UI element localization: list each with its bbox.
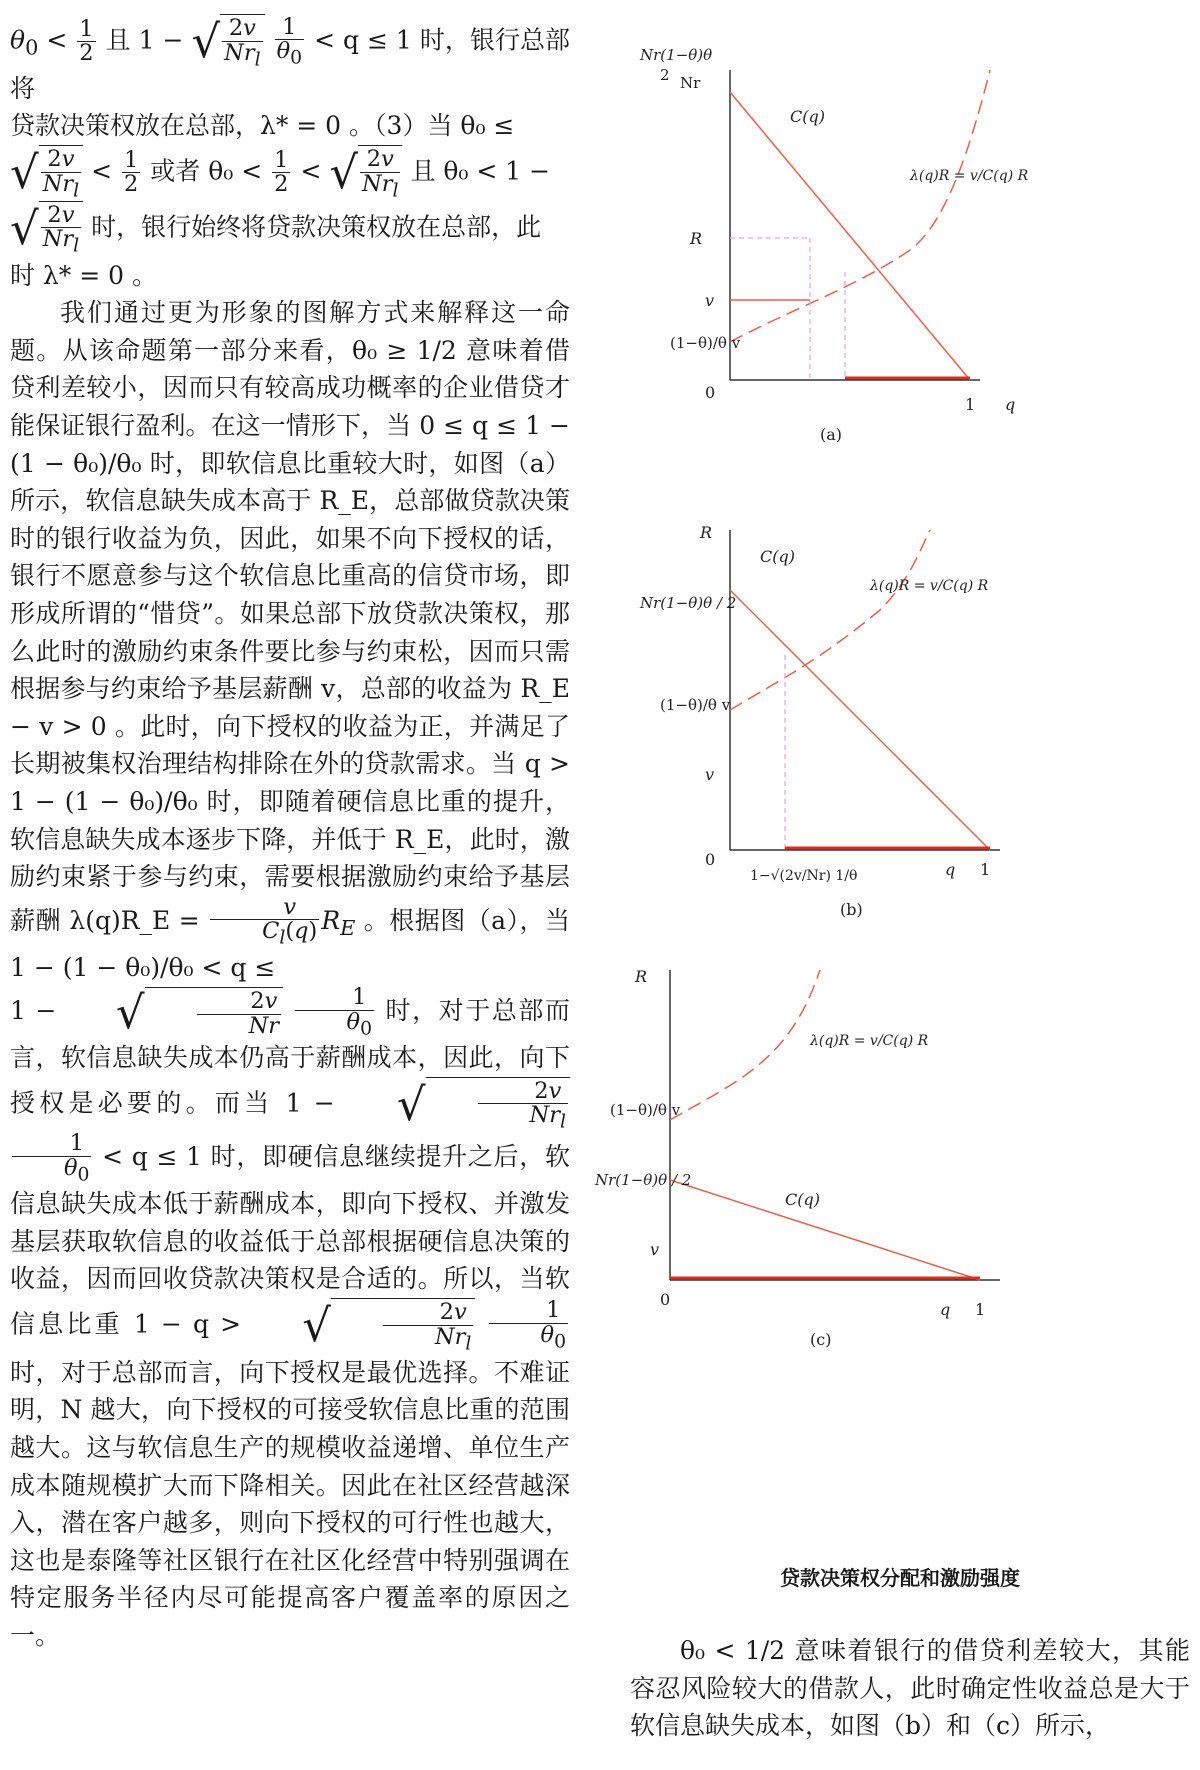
panel-b-svg (620, 520, 1180, 940)
p1-line3-b: 或者 θ₀ < (150, 156, 263, 186)
panel-a-origin: 0 (705, 383, 716, 402)
svg-text:1: 1 (975, 1300, 986, 1319)
panel-c-lambda-curve (670, 970, 820, 1120)
panel-a-lambda-label: λ(q)R = v/C(q) R (910, 168, 1029, 184)
svg-text:C(q): C(q) (785, 1190, 820, 1209)
panel-c-svg (595, 960, 1180, 1360)
svg-text:1: 1 (980, 860, 991, 879)
svg-text:2: 2 (660, 66, 670, 84)
panel-a-svg (620, 40, 1180, 510)
svg-text:R: R (635, 967, 648, 986)
p1-a: 且 1 − (105, 25, 184, 55)
svg-text:q: q (945, 860, 956, 879)
para-2: 我们通过更为形象的图解方式来解释这一命题。从该命题第一部分来看，θ₀ ≥ 1/2 意味着借贷利差较小，因而只有较高成功概率的企业借贷才能保证银行盈利。在这一情形下，当 0 ≤ q ≤ 1 − (1 − θ₀)/θ₀ 时，即软信息比重较大时，如图（a）所示，软信息缺失成本高于 R_E，总部做贷款决策时的银行收益为负，因此，如果不向下授权的话，银行不愿意参与这个软信息比重高的信贷市场，即形成所谓的“惜贷”。如果总部下放贷款决策权，那么此时的激励约束条件要比参与约束松，因而只需根据参与约束给予基层薪酬 v，总部的收益为 R_E − v > 0 。此时，向下授权的收益为正，并满足了长期被集权治理结构排除在外的贷款需求。当 q > 1 − (1 − θ₀)/θ₀ 时，即随着硬信息比重的提升，软信息缺失成本逐步下降，并低于 R_E，此时，激励约束紧于参与约束，需要根据激励约束给予基层薪酬 λ(q)R_E = $\frac{v}{C_l(q)}$ $R_E$ 。根据图（a），当 1 − (1 − θ₀)/θ₀ < q ≤ 1 − √ $\frac{2v}{Nr}$ $\frac{1}{\theta_0}$ 时，对于总部而言，软信息缺失成本仍高于薪酬成本，因此，向下授权是必要的。而当 1 − √ $\frac{2v}{Nr_l}$ $\frac{1}{\theta_0}$ < q ≤ 1 时，即硬信息继续提升之后，软信息缺失成本低于薪酬成本，即向下授权、并激发基层获取软信息的收益低于总部根据硬信息决策的收益，因而回收贷款决策权是合适的。所以，当软信息比重 1 − q > √ $\frac{2v}{Nr_l}$ $\frac{1}{\theta_0}$ 时，对于总部而言，向下授权是最优选择。不难证明，N 越大，向下授权的可接受软信息比重的范围越大。这与软信息生产的规模收益递增、单位生产成本随规模扩大而下降相关。因此在社区经营越深入，潜在客户越多，则向下授权的可行性也越大，这也是泰隆等社区银行在社区化经营中特别强调在特定服务半径内尽可能提高客户覆盖率的原因之一。 (10, 298, 571, 1650)
svg-text:Nr(1−θ)θ: Nr(1−θ)θ (640, 46, 713, 64)
p1-b: < q ≤ 1 时，银行总部将 (10, 25, 571, 103)
p2-c: 1 − (10, 996, 57, 1026)
right-paragraph: θ₀ < 1/2 意味着银行的借贷利差较大，其能容忍风险较大的借款人，此时确定性收益总是大于软信息缺失成本，如图（b）和（c）所示， (630, 1636, 1190, 1741)
svg-text:(1−θ)/θ v: (1−θ)/θ v (610, 1101, 681, 1119)
panel-a-xq: q (1005, 395, 1016, 414)
p1-line3-d: 且 θ₀ < 1 − (410, 156, 551, 186)
svg-text:R: R (700, 523, 713, 542)
figure-panel-b (620, 520, 1180, 940)
svg-text:v: v (650, 1240, 660, 1259)
svg-text:q: q (940, 1300, 951, 1319)
p1-line5: 时 λ* = 0 。 (10, 260, 157, 290)
p1-line2: 贷款决策权放在总部，λ* = 0 。（3）当 θ₀ ≤ (10, 111, 515, 141)
p1-line4: 时，银行始终将贷款决策权放在总部，此 (91, 212, 542, 242)
svg-text:v: v (705, 765, 715, 784)
p1-line3-a: < (91, 156, 113, 186)
svg-text:Nr(1−θ)θ / 2: Nr(1−θ)θ / 2 (640, 594, 737, 612)
panel-a-ytop-label: Nr (680, 74, 701, 92)
panel-b-cost-line (730, 590, 990, 850)
panel-a-x1: 1 (965, 395, 976, 414)
panel-a-cost-label: C(q) (790, 107, 825, 126)
right-column (630, 1632, 1190, 1745)
p2-f: 时，对于总部而言，向下授权是最优选择。不难证明，N 越大，向下授权的可接受软信息比重的范围越大。这与软信息生产的规模收益递增、单位生产成本随规模扩大而下降相关。因此在社区经营越深入，潜在客户越多，则向下授权的可行性也越大，这也是泰隆等社区银行在社区化经营中特别强调在特定服务半径内尽可能提高客户覆盖率的原因之一。 (10, 1357, 570, 1650)
left-column (10, 14, 570, 1655)
p2-d: 时，对于总部而言，软信息缺失成本仍高于薪酬成本，因此，向下授权是必要的。而当 1 − (10, 996, 570, 1117)
svg-text:(1−θ)/θ v: (1−θ)/θ v (660, 696, 731, 714)
svg-text:0: 0 (705, 850, 716, 869)
svg-text:0: 0 (660, 1290, 671, 1309)
panel-a-lambda-curve (730, 70, 990, 342)
svg-text:1−√(2v/Nr) 1/θ: 1−√(2v/Nr) 1/θ (750, 868, 858, 884)
p2-e: < q ≤ 1 时，即硬信息继续提升之后，软信息缺失成本低于薪酬成本，即向下授权、并激发基层获取软信息的收益低于总部根据硬信息决策的收益，因而回收贷款决策权是合适的。所以，当软信息比重 1 − q > (10, 1142, 570, 1339)
svg-text:λ(q)R = v/C(q) R: λ(q)R = v/C(q) R (870, 578, 989, 594)
svg-text:λ(q)R = v/C(q) R: λ(q)R = v/C(q) R (810, 1033, 929, 1049)
figure-panel-c (595, 960, 1180, 1360)
svg-text:C(q): C(q) (760, 547, 795, 566)
p2-text: 我们通过更为形象的图解方式来解释这一命题。从该命题第一部分来看，θ₀ ≥ 1/2 意味着借贷利差较小，因而只有较高成功概率的企业借贷才能保证银行盈利。在这一情形下，当 0 ≤ q ≤ 1 − (1 − θ₀)/θ₀ 时，即软信息比重较大时，如图（a）所示，软信息缺失成本高于 R_E，总部做贷款决策时的银行收益为负，因此，如果不向下授权的话，银行不愿意参与这个软信息比重高的信贷市场，即形成所谓的“惜贷”。如果总部下放贷款决策权，那么此时的激励约束条件要比参与约束松，因而只需根据参与约束给予基层薪酬 v，总部的收益为 R_E − v > 0 。此时，向下授权的收益为正，并满足了长期被集权治理结构排除在外的贷款需求。当 q > 1 − (1 − θ₀)/θ₀ 时，即随着硬信息比重的提升，软信息缺失成本逐步下降，并低于 R_E，此时，激励约束紧于参与约束，需要根据激励约束给予基层薪酬 λ(q)R_E = (10, 298, 570, 935)
p1-line3-c: < (300, 156, 322, 186)
panel-c-cost-line (670, 1180, 980, 1280)
svg-text:Nr(1−θ)θ / 2: Nr(1−θ)θ / 2 (595, 1171, 692, 1189)
panel-a-caption: (a) (820, 425, 843, 444)
para-1: $\theta_0$ < $\frac{1}{2}$ 且 1 − √ $\frac{2v}{Nr_l}$ $\frac{1}{\theta_0}$ < q ≤ 1 时，银行总部将 贷款决策权放在总部，λ* = 0 。（3）当 θ₀ ≤ √ $\frac{2v}{Nr_l}$ < $\frac{1}{2}$ 或者 θ₀ < $\frac{1}{2}$ < √ $\frac{2v}{Nr_l}$ 且 θ₀ < 1 − √ $\frac{2v}{Nr_l}$ 时，银行始终将贷款决策权放在总部，此 时 λ* = 0 。 (10, 13, 571, 290)
panel-a-cost-line (730, 92, 970, 380)
panel-c-caption: (c) (810, 1330, 832, 1349)
figure-title: 贷款决策权分配和激励强度 (780, 1566, 1020, 1590)
panel-a-v-label: v (705, 291, 715, 310)
p2-b: 。根据图（a），当 1 − (1 − θ₀)/θ₀ < q ≤ (10, 905, 571, 982)
panel-a-frac-label: (1−θ)/θ v (670, 334, 741, 352)
panel-b-caption: (b) (840, 900, 863, 919)
panel-a-re-label: R (690, 229, 703, 248)
figure-panel-a (620, 40, 1180, 510)
